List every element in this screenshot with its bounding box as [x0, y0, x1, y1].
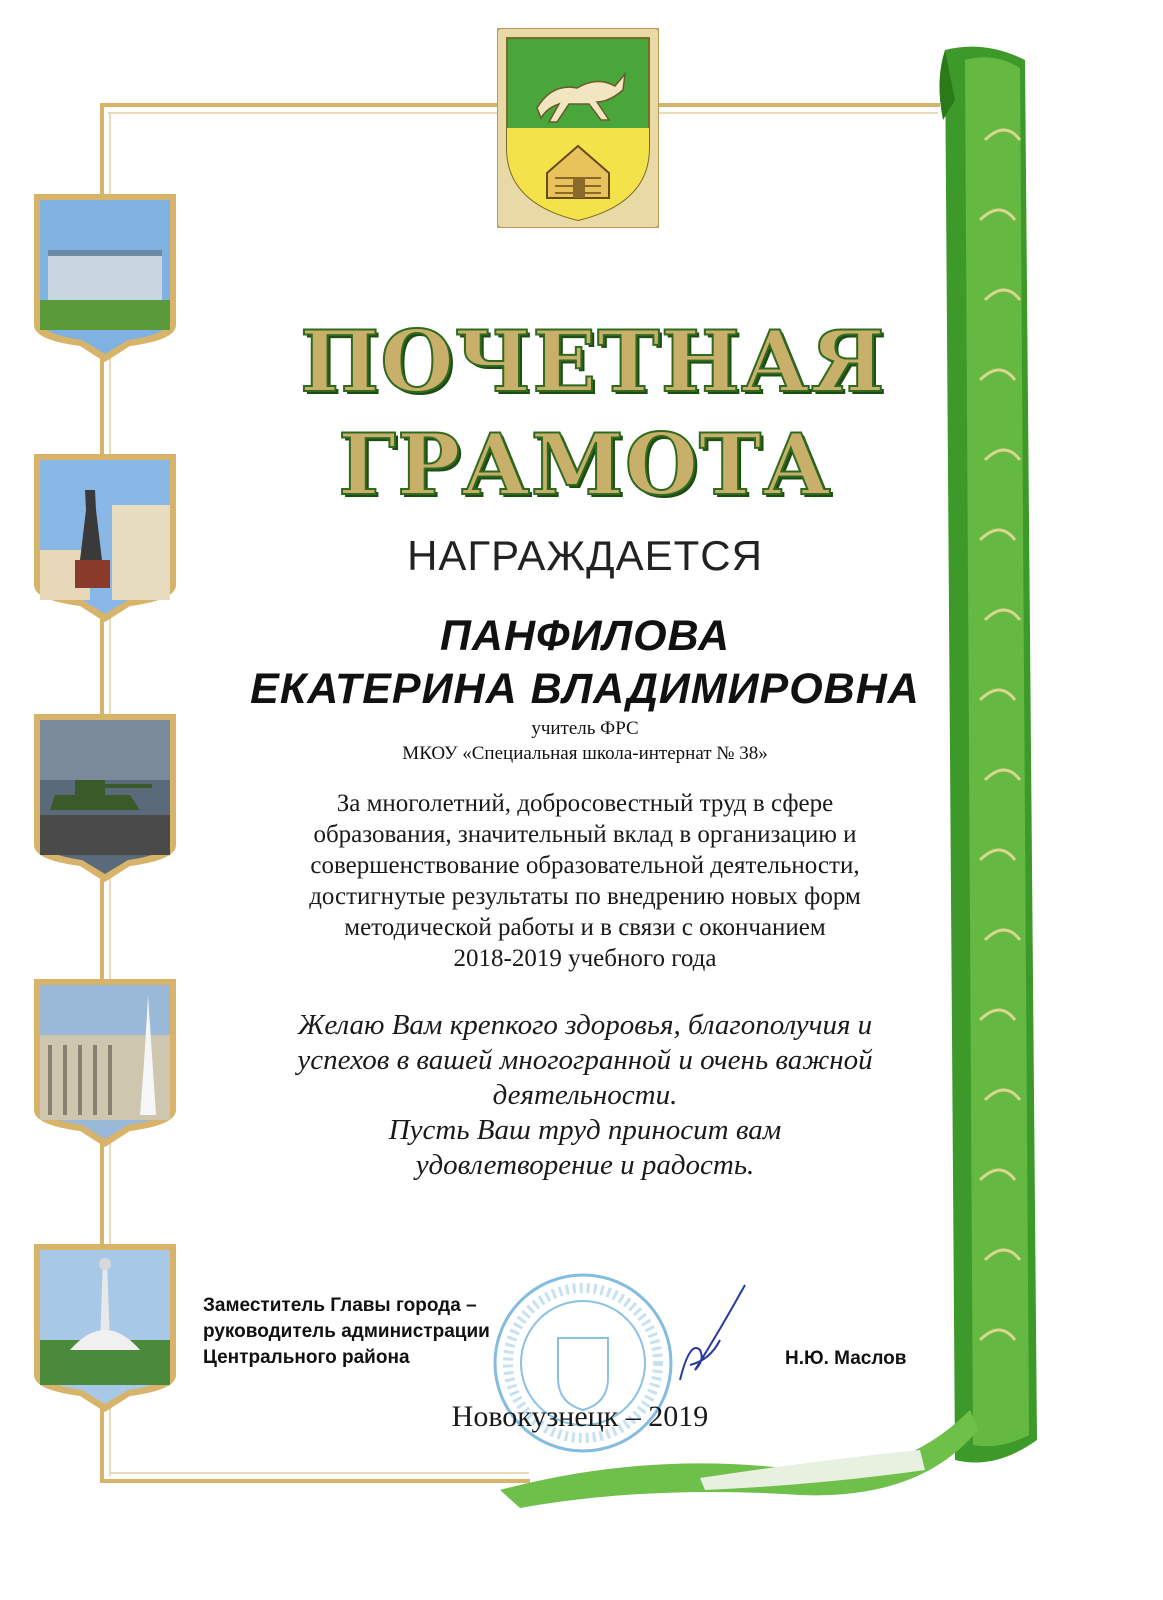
- city-year: Новокузнецк – 2019: [451, 1400, 709, 1433]
- frame-bottom-inner: [109, 1472, 529, 1474]
- recipient-position: учитель ФРС: [531, 718, 639, 739]
- coat-of-arms-icon: [497, 28, 659, 228]
- certificate-title-line2: ГРАМОТА: [338, 415, 832, 514]
- frame-bottom: [100, 1479, 530, 1483]
- reason-line: методической работы и в связи с окончанием: [344, 914, 826, 941]
- monument-photo: [30, 450, 180, 625]
- wish-line: успехов в вашей многогранной и очень важной: [297, 1044, 873, 1076]
- certificate-title-line1: ПОЧЕТНАЯ: [300, 312, 886, 411]
- wish-line: Пусть Ваш труд приносит вам: [388, 1114, 782, 1146]
- signer-title-line: Центрального района: [203, 1347, 410, 1368]
- reason-line: 2018-2019 учебного года: [453, 945, 717, 972]
- signer-title: [203, 1293, 623, 1371]
- office-building-photo: [30, 190, 180, 365]
- green-ribbon-decoration: [925, 40, 1055, 1510]
- reason-line: достигнутые результаты по внедрению новых форм: [309, 883, 861, 910]
- award-reason: [205, 788, 965, 974]
- wish-line: деятельности.: [492, 1079, 678, 1111]
- signer-title-line: руководитель администрации: [203, 1321, 490, 1342]
- recipient-surname: ПАНФИЛОВА: [440, 612, 730, 660]
- recipient-organization: МКОУ «Специальная школа-интернат № 38»: [402, 743, 768, 764]
- awarded-heading: НАГРАЖДАЕТСЯ: [407, 532, 763, 579]
- reason-line: образования, значительный вклад в организацию и: [313, 821, 857, 848]
- recipient-given-names: ЕКАТЕРИНА ВЛАДИМИРОВНА: [250, 665, 920, 713]
- reason-line: совершенствование образовательной деятельности,: [310, 852, 860, 879]
- signer-title-line: Заместитель Главы города –: [203, 1295, 477, 1316]
- wish-line: Желаю Вам крепкого здоровья, благополучия и: [297, 1009, 873, 1041]
- tank-monument-photo: [30, 710, 180, 885]
- wish-line: удовлетворение и радость.: [415, 1149, 755, 1181]
- theater-fountain-photo: [30, 975, 180, 1150]
- signature-mark: [660, 1280, 750, 1390]
- signer-name: Н.Ю. Маслов: [785, 1348, 907, 1369]
- wishes-text: [190, 1008, 980, 1183]
- memorial-photo: [30, 1240, 180, 1415]
- reason-line: За многолетний, добросовестный труд в сфере: [336, 790, 834, 817]
